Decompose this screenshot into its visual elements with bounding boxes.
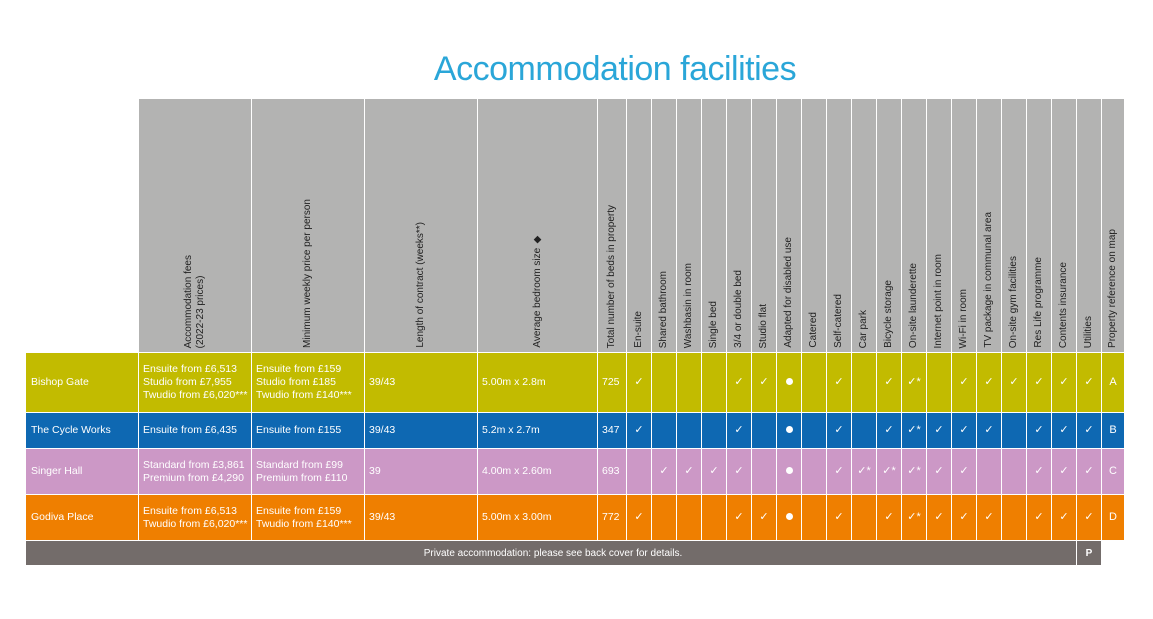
facility-cell [752, 449, 777, 495]
column-header [1102, 99, 1125, 353]
check-icon: ✓* [907, 424, 921, 436]
check-icon: ✓ [759, 511, 769, 523]
facility-cell [1027, 495, 1052, 541]
column-header-label [1033, 253, 1045, 352]
accommodation-fees [139, 495, 252, 541]
facility-cell [852, 449, 877, 495]
column-header-line: Catered [808, 312, 819, 348]
column-header-line: En-suite [633, 311, 644, 348]
column-header-label [958, 285, 970, 352]
facility-cell [902, 495, 927, 541]
facility-cell [777, 449, 802, 495]
column-header [627, 99, 652, 353]
accommodation-fees-line: Premium from £4,290 [143, 471, 244, 484]
column-header-label [933, 250, 945, 353]
facility-cell [1052, 449, 1077, 495]
bedroom-size: 5.2m x 2.7m [478, 413, 598, 449]
facility-cell [1077, 353, 1102, 413]
check-icon: ✓ [759, 376, 769, 388]
facility-cell [1027, 413, 1052, 449]
column-header [478, 99, 598, 353]
column-header-line: On-site launderette [908, 262, 919, 348]
facility-cell [652, 495, 677, 541]
facility-cell [1027, 449, 1052, 495]
check-icon: ✓ [1034, 376, 1044, 388]
check-icon: ✓* [907, 376, 921, 388]
column-header-line: Property reference on map [1107, 229, 1118, 348]
column-header-line: On-site gym facilities [1008, 255, 1019, 348]
column-header-line: Res Life programme [1033, 257, 1044, 348]
facility-cell [677, 413, 702, 449]
check-icon: ✓ [1034, 511, 1044, 523]
column-header [702, 99, 727, 353]
facility-cell [1052, 353, 1077, 413]
facility-cell [702, 353, 727, 413]
weekly-price-line: Ensuite from £159 [256, 504, 342, 517]
table-row [26, 449, 1125, 495]
column-header-label [908, 259, 920, 352]
facility-cell [1077, 413, 1102, 449]
facility-cell [852, 413, 877, 449]
accommodation-fees-line: Twudio from £6,020*** [143, 517, 248, 530]
column-header-label [1107, 225, 1119, 352]
facility-cell [1002, 495, 1027, 541]
column-header [598, 99, 627, 353]
column-header [365, 99, 478, 353]
facility-cell [827, 495, 852, 541]
facility-cell [627, 353, 652, 413]
column-header [827, 99, 852, 353]
column-header-label [833, 290, 845, 352]
property-reference: A [1102, 353, 1125, 413]
facility-cell [702, 413, 727, 449]
facility-cell [827, 449, 852, 495]
column-header-line: Wi-Fi in room [958, 288, 969, 348]
accommodation-fees [139, 413, 252, 449]
accommodation-fees-line: Ensuite from £6,513 [143, 363, 237, 375]
page-title: Accommodation facilities [433, 50, 797, 88]
header-corner [26, 99, 139, 353]
column-header [877, 99, 902, 353]
weekly-price-line: Studio from £185 [256, 376, 336, 388]
property-reference: B [1102, 413, 1125, 449]
header-row [26, 99, 1125, 353]
weekly-price [252, 495, 365, 541]
check-icon: ✓* [857, 465, 871, 477]
column-header-label [532, 230, 544, 352]
contract-length: 39/43 [365, 413, 478, 449]
column-header-line: Minimum weekly price per person [302, 199, 313, 348]
column-header-line: Utilities [1083, 315, 1094, 348]
facility-cell [977, 353, 1002, 413]
facility-cell [802, 449, 827, 495]
facility-cell [977, 449, 1002, 495]
facility-cell [902, 353, 927, 413]
column-header-line: Studio flat [758, 303, 769, 348]
facility-cell [802, 495, 827, 541]
check-icon: ✓ [934, 424, 944, 436]
accommodation-fees [139, 353, 252, 413]
property-reference: D [1102, 495, 1125, 541]
column-header-line: Accommodation fees [183, 254, 194, 348]
facility-cell [952, 353, 977, 413]
weekly-price-line: Twudio from £140*** [256, 517, 352, 530]
column-header-line: Length of contract (weeks**) [415, 222, 426, 348]
facility-cell [777, 495, 802, 541]
facility-cell [802, 353, 827, 413]
facility-cell [1002, 413, 1027, 449]
check-icon: ✓ [834, 376, 844, 388]
column-header-label [1008, 252, 1020, 352]
check-icon: ✓ [959, 376, 969, 388]
dot-icon [786, 513, 793, 520]
column-header-line: Total number of beds in property [606, 204, 617, 348]
check-icon: ✓ [709, 465, 719, 477]
column-header [677, 99, 702, 353]
facility-cell [952, 413, 977, 449]
table-row [26, 353, 1125, 413]
property-name: The Cycle Works [26, 413, 139, 449]
column-header [927, 99, 952, 353]
check-icon: ✓* [907, 465, 921, 477]
facility-cell [802, 413, 827, 449]
property-reference: C [1102, 449, 1125, 495]
facility-cell [677, 495, 702, 541]
property-name: Godiva Place [26, 495, 139, 541]
check-icon: ✓ [634, 511, 644, 523]
facility-cell [752, 413, 777, 449]
facility-cell [877, 413, 902, 449]
column-header [139, 99, 252, 353]
facility-cell [902, 413, 927, 449]
column-header-label [758, 300, 770, 352]
column-header-label [606, 201, 618, 352]
column-header [1052, 99, 1077, 353]
facility-cell [1052, 495, 1077, 541]
property-name: Bishop Gate [26, 353, 139, 413]
column-header-line: Washbasin in room [683, 262, 694, 348]
facility-cell [1027, 353, 1052, 413]
check-icon: ✓* [907, 511, 921, 523]
column-header-line: Self-catered [833, 294, 844, 348]
facility-cell [752, 353, 777, 413]
facility-cell [652, 449, 677, 495]
column-header [777, 99, 802, 353]
check-icon: ✓ [959, 465, 969, 477]
check-icon: ✓ [934, 465, 944, 477]
check-icon: ✓ [734, 511, 744, 523]
facility-cell [702, 449, 727, 495]
check-icon: ✓ [734, 376, 744, 388]
accommodation-fees-line: Ensuite from £6,513 [143, 504, 237, 517]
facility-cell [777, 413, 802, 449]
check-icon: ✓ [734, 424, 744, 436]
accommodation-fees-line: Standard from £3,861 [143, 458, 245, 471]
check-icon: ✓ [834, 511, 844, 523]
check-icon: ✓ [984, 511, 994, 523]
weekly-price [252, 413, 365, 449]
weekly-price [252, 353, 365, 413]
facility-cell [1002, 449, 1027, 495]
column-header-line: Car park [858, 309, 869, 348]
column-header-line: Shared bathroom [658, 270, 669, 348]
bedroom-size: 4.00m x 2.60m [478, 449, 598, 495]
accommodation-fees-line: Twudio from £6,020*** [143, 389, 248, 401]
column-header-line: Bicycle storage [883, 280, 894, 348]
column-header-label [983, 208, 995, 352]
dot-icon [786, 426, 793, 433]
check-icon: ✓ [734, 465, 744, 477]
check-icon: ✓ [834, 424, 844, 436]
facility-cell [727, 495, 752, 541]
check-icon: ✓ [634, 376, 644, 388]
property-reference: P [1077, 541, 1102, 566]
facility-cell [1002, 353, 1027, 413]
facility-cell [977, 495, 1002, 541]
column-header-line: Single bed [708, 300, 719, 348]
column-header [802, 99, 827, 353]
check-icon: ✓ [959, 511, 969, 523]
check-icon: ✓ [1059, 465, 1069, 477]
column-header [727, 99, 752, 353]
check-icon: ✓ [1084, 511, 1094, 523]
facility-cell [627, 449, 652, 495]
check-icon: ✓ [1034, 465, 1044, 477]
contract-length: 39/43 [365, 353, 478, 413]
contract-length: 39 [365, 449, 478, 495]
facility-cell [852, 353, 877, 413]
facility-cell [1077, 449, 1102, 495]
dot-icon [786, 378, 793, 385]
column-header-label [783, 233, 795, 352]
check-icon: ✓ [634, 424, 644, 436]
facility-cell [877, 353, 902, 413]
column-header-line: Internet point in room [933, 253, 944, 348]
facility-cell [677, 353, 702, 413]
contract-length: 39/43 [365, 495, 478, 541]
column-header [1002, 99, 1027, 353]
column-header-line: 3/4 or double bed [733, 270, 744, 348]
column-header-label [808, 308, 820, 352]
total-beds: 693 [598, 449, 627, 495]
weekly-price [252, 449, 365, 495]
facility-cell [777, 353, 802, 413]
check-icon: ✓ [984, 424, 994, 436]
accommodation-fees [139, 449, 252, 495]
dot-icon [786, 467, 793, 474]
weekly-price-line: Ensuite from £159 [256, 363, 342, 375]
facility-cell [952, 449, 977, 495]
facility-cell [1077, 495, 1102, 541]
weekly-price-line: Standard from £99 [256, 458, 343, 471]
column-header [977, 99, 1002, 353]
column-header-line: TV package in communal area [983, 212, 994, 348]
column-header [1027, 99, 1052, 353]
check-icon: ✓ [1009, 376, 1019, 388]
facility-cell [927, 449, 952, 495]
column-header-line: Adapted for disabled use [783, 237, 794, 348]
facility-cell [652, 353, 677, 413]
check-icon: ✓ [934, 511, 944, 523]
check-icon: ✓ [884, 511, 894, 523]
bedroom-size: 5.00m x 2.8m [478, 353, 598, 413]
facility-cell [652, 413, 677, 449]
column-header-label [708, 297, 720, 352]
check-icon: ✓ [984, 376, 994, 388]
facility-cell [852, 495, 877, 541]
facility-cell [752, 495, 777, 541]
table-row [26, 495, 1125, 541]
check-icon: ✓ [1084, 424, 1094, 436]
facility-cell [627, 495, 652, 541]
column-header [902, 99, 927, 353]
column-header [652, 99, 677, 353]
total-beds: 347 [598, 413, 627, 449]
column-header [952, 99, 977, 353]
facility-cell [727, 353, 752, 413]
total-beds: 725 [598, 353, 627, 413]
column-header-label [683, 259, 695, 352]
column-header-label [183, 251, 207, 352]
facility-cell [827, 413, 852, 449]
column-header-label [1058, 258, 1070, 352]
column-header [252, 99, 365, 353]
column-header [852, 99, 877, 353]
facility-cell [727, 413, 752, 449]
check-icon: ✓ [684, 465, 694, 477]
column-header-label [415, 218, 427, 352]
column-header-line: Average bedroom size ◆ [531, 234, 543, 348]
facility-cell [902, 449, 927, 495]
check-icon: ✓ [1059, 424, 1069, 436]
total-beds: 772 [598, 495, 627, 541]
check-icon: ✓ [1059, 376, 1069, 388]
column-header-label [302, 195, 314, 352]
weekly-price-line: Premium from £110 [256, 471, 348, 484]
facility-cell [977, 413, 1002, 449]
column-header [1077, 99, 1102, 353]
private-accommodation-row [26, 541, 1125, 566]
column-header-label [633, 307, 645, 352]
check-icon: ✓* [882, 465, 896, 477]
table-row [26, 413, 1125, 449]
property-name: Singer Hall [26, 449, 139, 495]
facility-cell [1052, 413, 1077, 449]
check-icon: ✓ [959, 424, 969, 436]
facility-cell [877, 495, 902, 541]
check-icon: ✓ [1084, 465, 1094, 477]
weekly-price-line: Twudio from £140*** [256, 389, 352, 401]
column-header-label [658, 267, 670, 352]
bedroom-size: 5.00m x 3.00m [478, 495, 598, 541]
facility-cell [702, 495, 727, 541]
facility-cell [677, 449, 702, 495]
column-header-label [883, 276, 895, 352]
accommodation-table [25, 98, 1125, 566]
weekly-price-line: Ensuite from £155 [256, 424, 342, 436]
column-header-label [733, 266, 745, 352]
check-icon: ✓ [659, 465, 669, 477]
column-header-label [858, 306, 870, 352]
column-header-label [1083, 312, 1095, 352]
check-icon: ✓ [884, 424, 894, 436]
column-header-line: (2022-23 prices) [195, 275, 206, 348]
accommodation-fees-line: Ensuite from £6,435 [143, 424, 237, 436]
facility-cell [877, 449, 902, 495]
facility-cell [627, 413, 652, 449]
check-icon: ✓ [834, 465, 844, 477]
check-icon: ✓ [1059, 511, 1069, 523]
facility-cell [927, 413, 952, 449]
facility-cell [727, 449, 752, 495]
facility-cell [827, 353, 852, 413]
facility-cell [927, 495, 952, 541]
check-icon: ✓ [884, 376, 894, 388]
check-icon: ✓ [1034, 424, 1044, 436]
accommodation-fees-line: Studio from £7,955 [143, 376, 232, 388]
column-header-line: Contents insurance [1058, 261, 1069, 348]
column-header [752, 99, 777, 353]
facility-cell [927, 353, 952, 413]
facility-cell [952, 495, 977, 541]
check-icon: ✓ [1084, 376, 1094, 388]
private-accommodation-note: Private accommodation: please see back cover for details. [26, 541, 1077, 566]
